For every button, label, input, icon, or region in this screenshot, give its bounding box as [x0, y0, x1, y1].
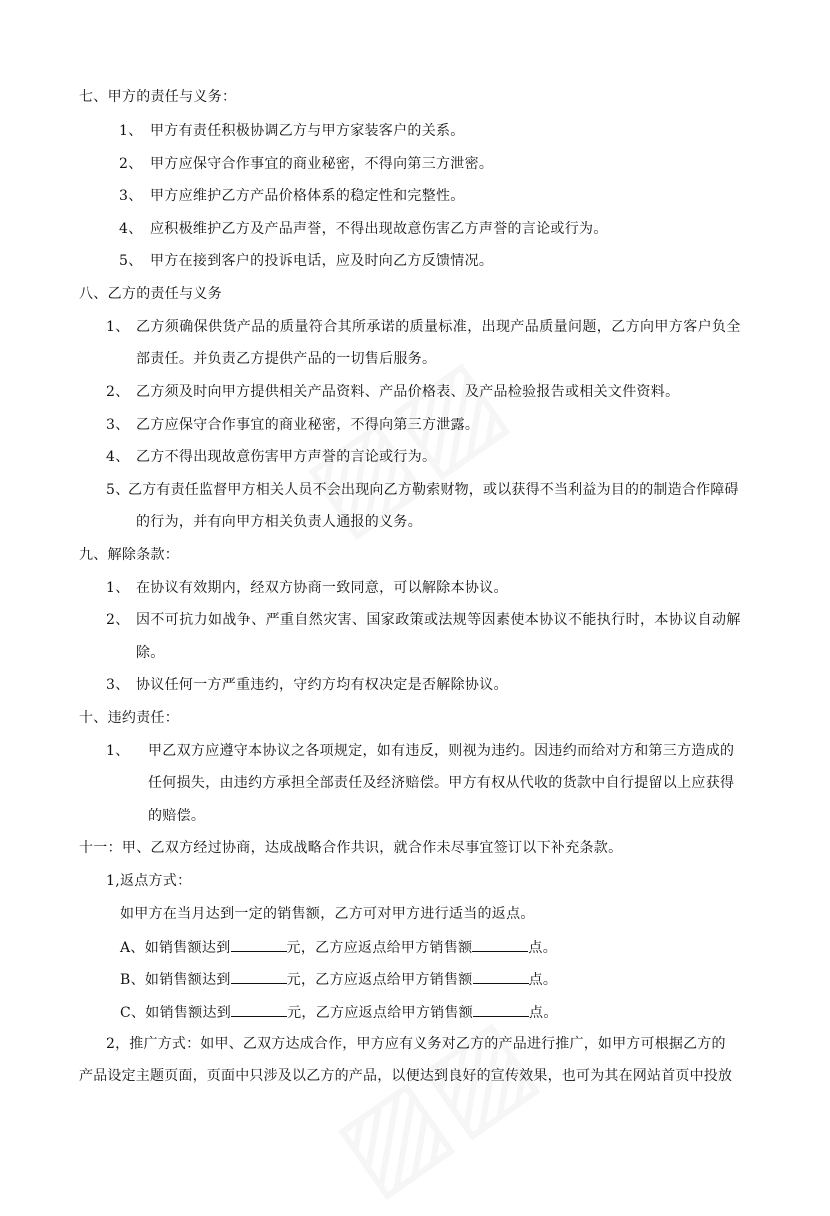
rebate-b-points-blank[interactable] [473, 968, 529, 984]
rebate-row-b-label: B、如销售额达到 [120, 972, 231, 988]
rebate-b-amount-blank[interactable] [231, 968, 287, 984]
rebate-c-amount-blank[interactable] [231, 1001, 287, 1017]
section-10-heading: 十、违约责任： [79, 710, 180, 726]
sec7-item-4-num: 4、 [119, 221, 143, 237]
sec8-item-5-num: 5、 [106, 482, 130, 498]
rebate-row-a [120, 936, 557, 958]
section-11-heading: 十一：甲、乙双方经过协商，达成战略合作共识，就合作未尽事宜签订以下补充条款。 [79, 840, 623, 856]
sec8-item-2-line1: 乙方须及时向甲方提供相关产品资料、产品价格表、及产品检验报告或相关文件资料。 [136, 384, 680, 400]
sec9-item-3-line1: 协议任何一方严重违约，守约方均有权决定是否解除协议。 [136, 677, 508, 693]
rebate-c-points-blank[interactable] [473, 1001, 529, 1017]
sec7-item-1-num: 1、 [119, 123, 143, 139]
rebate-a-points-blank[interactable] [472, 936, 528, 952]
promo-line-1: 2，推广方式：如甲、乙双方达成合作，甲方应有义务对乙方的产品进行推广，如甲方可根据乙方的 [106, 1036, 726, 1052]
sec7-item-1-text: 甲方有责任积极协调乙方与甲方家装客户的关系。 [150, 123, 465, 139]
sec7-item-2-text: 甲方应保守合作事宜的商业秘密，不得向第三方泄密。 [150, 156, 494, 172]
sec10-item-1-line2: 任何损失，由违约方承担全部责任及经济赔偿。甲方有权从代收的货款中自行提留以上应获得 [148, 775, 735, 791]
sec7-item-2-num: 2、 [119, 156, 143, 172]
sec8-item-2-num: 2、 [106, 384, 130, 400]
promo-line-2: 产品设定主题页面，页面中只涉及以乙方的产品，以便达到良好的宣传效果，也可为其在网站首页中投放 [79, 1068, 733, 1084]
watermark [312, 992, 556, 1216]
rebate-row-c [120, 1001, 558, 1023]
sec7-item-3-num: 3、 [119, 188, 143, 204]
sec8-item-3-line1: 乙方应保守合作事宜的商业秘密，不得向第三方泄露。 [136, 417, 480, 433]
sec8-item-4-num: 4、 [106, 449, 130, 465]
rebate-row-b [120, 968, 557, 990]
rebate-row-b-end: 点。 [528, 972, 558, 988]
rebate-a-amount-blank[interactable] [231, 936, 287, 952]
sec9-item-1-line1: 在协议有效期内，经双方协商一致同意，可以解除本协议。 [136, 580, 508, 596]
sec10-item-1-line3: 的赔偿。 [148, 808, 206, 824]
rebate-intro: 如甲方在当月达到一定的销售额，乙方可对甲方进行适当的返点。 [120, 906, 535, 922]
rebate-row-a-label: A、如销售额达到 [120, 940, 231, 956]
sec8-item-4-line1: 乙方不得出现故意伤害甲方声誉的言论或行为。 [136, 449, 437, 465]
sec9-item-1-num: 1、 [106, 580, 130, 596]
rebate-title: 1,返点方式： [106, 873, 192, 889]
sec9-item-3-num: 3、 [106, 677, 130, 693]
rebate-row-c-end: 点。 [529, 1005, 558, 1021]
sec8-item-5-line2: 的行为，并有向甲方相关负责人通报的义务。 [136, 514, 422, 530]
sec8-item-1-line1: 乙方须确保供货产品的质量符合其所承诺的质量标准，出现产品质量问题，乙方向甲方客户负全 [136, 319, 741, 335]
sec7-item-4-text: 应积极维护乙方及产品声誉，不得出现故意伤害乙方声誉的言论或行为。 [150, 221, 608, 237]
section-9-heading: 九、解除条款： [79, 547, 180, 563]
rebate-row-c-label: C、如销售额达到 [120, 1005, 232, 1021]
section-7-heading: 七、甲方的责任与义务： [79, 89, 237, 105]
sec9-item-2-line1: 因不可抗力如战争、严重自然灾害、国家政策或法规等因素使本协议不能执行时，本协议自动解 [136, 612, 741, 628]
rebate-row-a-end: 点。 [528, 940, 558, 956]
sec7-item-3-text: 甲方应维护乙方产品价格体系的稳定性和完整性。 [150, 188, 465, 204]
sec9-item-2-line2: 除。 [136, 645, 165, 661]
sec7-item-5-text: 甲方在接到客户的投诉电话，应及时向乙方反馈情况。 [150, 253, 494, 269]
rebate-row-c-mid: 元，乙方应返点给甲方销售额 [287, 1005, 474, 1021]
section-8-heading: 八、乙方的责任与义务 [79, 286, 222, 302]
sec8-item-3-num: 3、 [106, 417, 130, 433]
sec8-item-5-line1: 乙方有责任监督甲方相关人员不会出现向乙方勒索财物，或以获得不当利益为目的的制造合作障碍 [128, 482, 739, 498]
sec7-item-5-num: 5、 [119, 253, 143, 269]
sec10-item-1-line1: 甲乙双方应遵守本协议之各项规定，如有违反，则视为违约。因违约而给对方和第三方造成的 [148, 743, 735, 759]
sec8-item-1-num: 1、 [106, 319, 130, 335]
rebate-row-b-mid: 元，乙方应返点给甲方销售额 [286, 972, 473, 988]
sec8-item-1-line2: 部责任。并负责乙方提供产品的一切售后服务。 [136, 351, 437, 367]
sec10-item-1-num: 1、 [106, 743, 130, 759]
rebate-row-a-mid: 元，乙方应返点给甲方销售额 [286, 940, 473, 956]
sec9-item-2-num: 2、 [106, 612, 130, 628]
